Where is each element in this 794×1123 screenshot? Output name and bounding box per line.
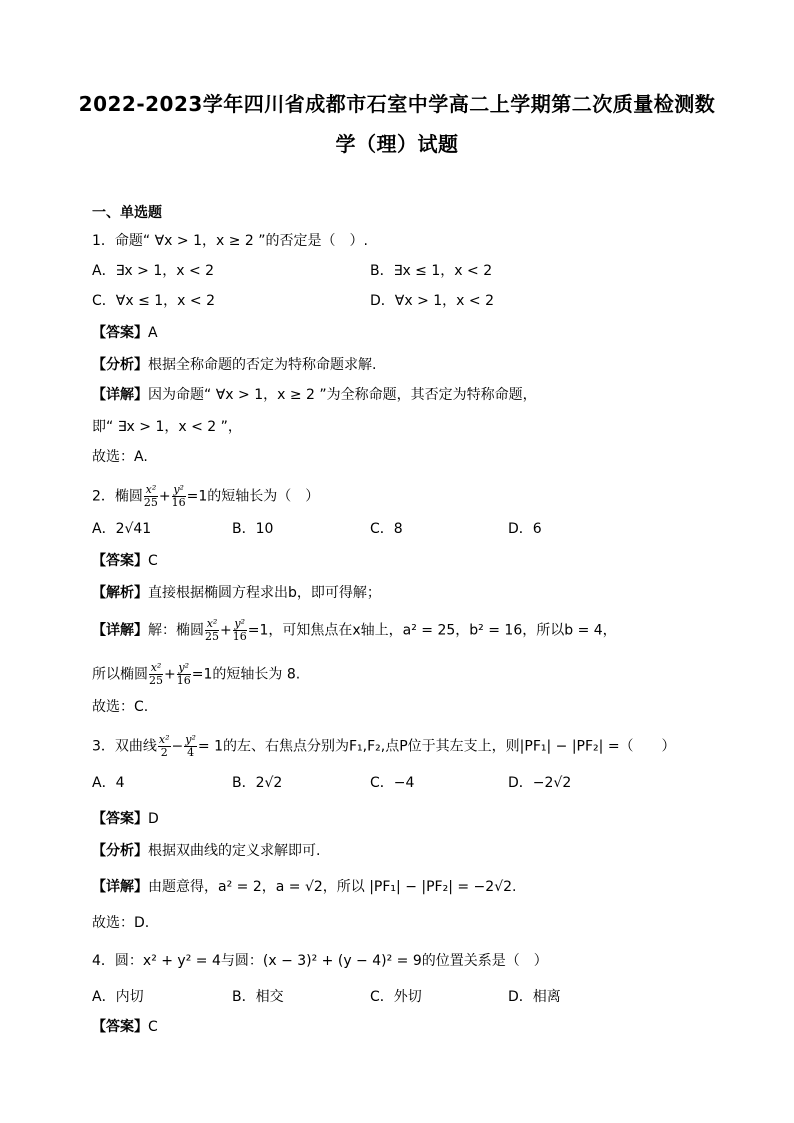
- detail-label: 【详解】: [92, 879, 148, 895]
- question-2-answer: [92, 552, 158, 570]
- question-3-option-a: A．4: [92, 775, 125, 791]
- fraction-x2-25: $\frac{\text{x²}}{25}$: [205, 617, 219, 643]
- question-1-detail: [92, 386, 537, 404]
- detail-2-prefix: 所以椭圆: [92, 666, 148, 683]
- detail-2-suffix: =1的短轴长为 8.: [191, 666, 301, 683]
- detail-prefix: 解：椭圆: [148, 622, 204, 639]
- stem-suffix: =1的短轴长为（ ）: [186, 488, 320, 505]
- question-2-stem: 2．椭圆 $\frac{\text{x²}}{25}$ + $\frac{\text{y²}}{16}$ =1的短轴长为（ ）: [92, 483, 320, 509]
- detail-text: 因为命题“ ∀x > 1，x ≥ 2 ”为全称命题，其否定为特称命题，: [148, 387, 537, 403]
- question-2-detail-2: 所以椭圆 $\frac{\text{x²}}{25}$ + $\frac{\text{y²}}{16}$ =1的短轴长为 8.: [92, 661, 301, 687]
- stem-prefix: 2．椭圆: [92, 488, 143, 505]
- analysis-text: 直接根据椭圆方程求出b，即可得解；: [148, 585, 381, 601]
- question-1-analysis: [92, 356, 376, 374]
- question-1-answer: [92, 324, 158, 342]
- fraction-x2-25: $\frac{\text{x²}}{25}$: [149, 661, 163, 687]
- question-4-option-c: C．外切: [370, 989, 422, 1005]
- answer-value: C: [148, 1019, 158, 1035]
- question-3-option-d: D．−2√2: [508, 775, 572, 791]
- question-3-option-b: B．2√2: [232, 775, 283, 791]
- answer-label: 【答案】: [92, 325, 148, 341]
- fraction-y2-4: $\frac{\text{y²}}{4}$: [185, 733, 196, 759]
- question-2-option-b: B．10: [232, 521, 274, 537]
- detail-text: 由题意得，a² = 2，a = √2，所以 |PF₁| − |PF₂| = −2√2.: [148, 879, 517, 895]
- fraction-y2-16: $\frac{\text{y²}}{16}$: [171, 483, 186, 509]
- question-4-option-d: D．相离: [508, 989, 561, 1005]
- question-2-option-a: A．2√41: [92, 521, 152, 537]
- analysis-text: 根据双曲线的定义求解即可.: [148, 843, 321, 859]
- answer-label: 【答案】: [92, 811, 148, 827]
- stem-prefix: 3．双曲线: [92, 738, 157, 755]
- detail-suffix: =1，可知焦点在x轴上，a² = 25，b² = 16，所以b = 4，: [247, 622, 617, 639]
- answer-value: A: [148, 325, 158, 341]
- detail-label: 【详解】: [92, 387, 148, 403]
- answer-label: 【答案】: [92, 553, 148, 569]
- detail-label: 【详解】: [92, 622, 148, 639]
- question-4-answer: [92, 1018, 158, 1036]
- question-4-option-a: A．内切: [92, 989, 144, 1005]
- question-3-option-c: C．−4: [370, 775, 415, 791]
- question-1-option-c: C．∀x ≤ 1，x < 2: [92, 293, 215, 309]
- section-heading: 一、单选题: [92, 205, 162, 221]
- question-1-detail-2: 即“ ∃x > 1，x < 2 ”，: [92, 419, 242, 435]
- answer-value: D: [148, 811, 159, 827]
- analysis-label: 【分析】: [92, 357, 148, 373]
- question-2-detail: 【详解】解：椭圆 $\frac{\text{x²}}{25}$ + $\frac{\text{y²}}{16}$ =1，可知焦点在x轴上，a² = 25，b² = 16，所以b = 4，: [92, 617, 617, 643]
- question-3-stem: 3．双曲线 $\frac{\text{x²}}{2}$ − $\frac{\text{y²}}{4}$ = 1的左、右焦点分别为F₁,F₂,点P位于其左支上，则|PF₁| − |PF₂| =（ ）: [92, 733, 676, 759]
- analysis-label: 【解析】: [92, 585, 148, 601]
- question-1-option-d: D．∀x > 1，x < 2: [370, 293, 495, 309]
- fraction-y2-16: $\frac{\text{y²}}{16}$: [176, 661, 191, 687]
- question-2-conclusion: 故选：C.: [92, 699, 149, 715]
- fraction-y2-16: $\frac{\text{y²}}{16}$: [232, 617, 247, 643]
- analysis-label: 【分析】: [92, 843, 148, 859]
- answer-value: C: [148, 553, 158, 569]
- question-3-analysis: [92, 842, 320, 860]
- question-2-option-d: D．6: [508, 521, 542, 537]
- question-1-option-b: B．∃x ≤ 1，x < 2: [370, 263, 493, 279]
- question-1-option-a: A．∃x > 1，x < 2: [92, 263, 215, 279]
- document-title-line2: 学（理）试题: [335, 132, 459, 156]
- stem-suffix: = 1的左、右焦点分别为F₁,F₂,点P位于其左支上，则|PF₁| − |PF₂| =（ ）: [197, 738, 676, 755]
- document-title-line1: 2022-2023学年四川省成都市石室中学高二上学期第二次质量检测数: [78, 92, 716, 116]
- question-1-conclusion: 故选：A.: [92, 449, 148, 465]
- analysis-text: 根据全称命题的否定为特称命题求解.: [148, 357, 377, 373]
- question-3-detail: [92, 878, 516, 896]
- question-4-option-b: B．相交: [232, 989, 284, 1005]
- question-1-stem: 1．命题“ ∀x > 1，x ≥ 2 ”的否定是（ ）.: [92, 233, 368, 249]
- question-2-analysis: [92, 584, 381, 602]
- question-3-conclusion: 故选：D.: [92, 915, 150, 931]
- fraction-x2-2: $\frac{\text{x²}}{2}$: [158, 733, 170, 759]
- answer-label: 【答案】: [92, 1019, 148, 1035]
- fraction-x2-25: $\frac{\text{x²}}{25}$: [143, 483, 158, 509]
- question-2-option-c: C．8: [370, 521, 403, 537]
- question-4-stem: 4．圆：x² + y² = 4与圆：(x − 3)² + (y − 4)² = 9的位置关系是（ ）: [92, 953, 548, 969]
- question-3-answer: [92, 810, 159, 828]
